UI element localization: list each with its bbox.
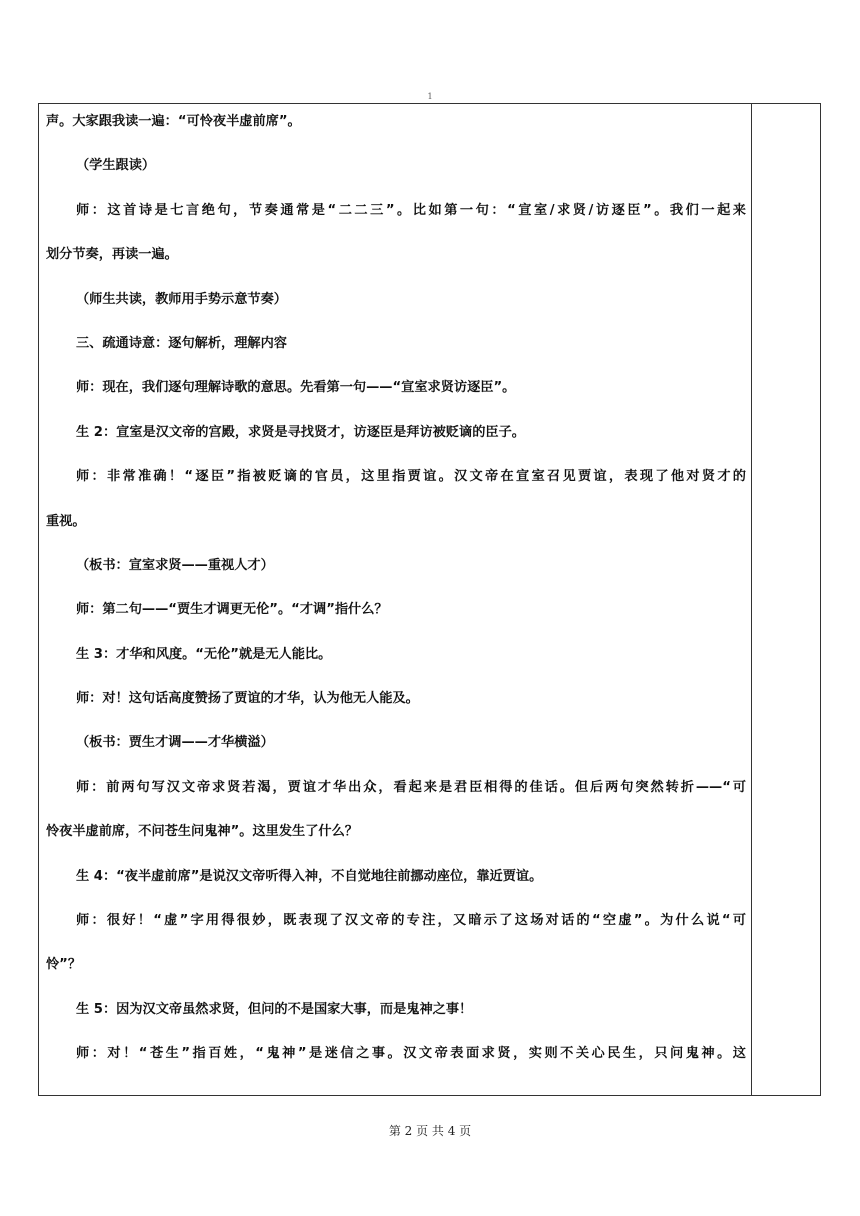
paragraph-line: 怜”？	[46, 957, 82, 973]
board-note: （板书：贾生才调——才华横溢）	[76, 735, 274, 751]
paragraph-line: 生 5：因为汉文帝虽然求贤，但问的不是国家大事，而是鬼神之事！	[76, 1001, 473, 1017]
paragraph-line: 师：这首诗是七言绝句，节奏通常是“二二三”。比如第一句：“宣室/求贤/访逐臣”。我们一起来	[76, 202, 746, 218]
paragraph-line: 怜夜半虚前席，不问苍生问鬼神”。这里发生了什么？	[46, 824, 358, 840]
paragraph-line: （师生共读，教师用手势示意节奏）	[76, 291, 287, 307]
paragraph-line: 生 2：宣室是汉文帝的宫殿，求贤是寻找贤才，访逐臣是拜访被贬谪的臣子。	[76, 424, 525, 440]
section-heading: 三、疏通诗意：逐句解析，理解内容	[76, 335, 287, 351]
paragraph-line: （学生跟读）	[76, 158, 156, 174]
board-note: （板书：宣室求贤——重视人才）	[76, 557, 274, 573]
paragraph-line: 师：第二句——“贾生才调更无伦”。“才调”指什么？	[76, 602, 388, 618]
paragraph-line: 划分节奏，再读一遍。	[46, 247, 178, 263]
paragraph-line: 师：很好！“虚”字用得很妙，既表现了汉文帝的专注，又暗示了这场对话的“空虚”。为什么说“可	[76, 913, 746, 929]
lesson-text	[46, 111, 746, 1065]
paragraph-line: 师：前两句写汉文帝求贤若渴，贾谊才华出众，看起来是君臣相得的佳话。但后两句突然转折——“可	[76, 779, 746, 795]
table-column-divider	[751, 103, 752, 1096]
paragraph-line: 师：对！这句话高度赞扬了贾谊的才华，认为他无人能及。	[76, 691, 419, 707]
paragraph-line: 生 3：才华和风度。“无伦”就是无人能比。	[76, 646, 332, 662]
paragraph-line: 师：现在，我们逐句理解诗歌的意思。先看第一句——“宣室求贤访逐臣”。	[76, 380, 516, 396]
paragraph-line: 声。大家跟我读一遍：“可怜夜半虚前席”。	[46, 114, 301, 129]
paragraph-line: 师：非常准确！“逐臣”指被贬谪的官员，这里指贾谊。汉文帝在宣室召见贾谊，表现了他对贤才的	[76, 469, 746, 485]
paragraph-line: 师：对！“苍生”指百姓，“鬼神”是迷信之事。汉文帝表面求贤，实则不关心民生，只问鬼神。这	[76, 1046, 746, 1062]
paragraph-line: 生 4：“夜半虚前席”是说汉文帝听得入神，不自觉地往前挪动座位，靠近贾谊。	[76, 868, 543, 884]
page-footer: 第 2 页 共 4 页	[388, 1124, 472, 1138]
page-header-mark: 1	[427, 92, 433, 101]
paragraph-line: 重视。	[46, 513, 86, 529]
